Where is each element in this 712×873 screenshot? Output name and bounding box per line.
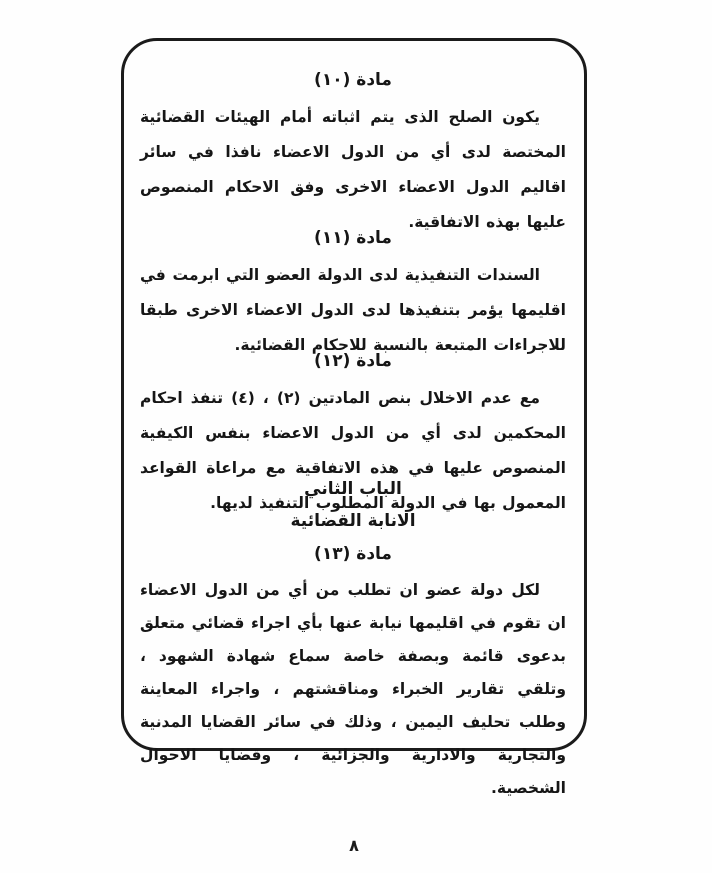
article-13 (140, 542, 566, 805)
article-10-body: يكون الصلح الذى يتم اثباته أمام الهيئات القضائية المختصة لدى أي من الدول الاعضاء نافذا في سائر اقاليم الدول الاعضاء الاخرى وفق الاحكام المنصوص عليها بهذه الاتفاقية. (140, 108, 566, 231)
article-13-heading: مادة (١٣) (314, 544, 392, 564)
page-border-frame (121, 38, 587, 797)
article-11-heading: مادة (١١) (314, 228, 392, 248)
page-number: ٨ (349, 836, 359, 855)
article-10-heading: مادة (١٠) (314, 70, 392, 90)
article-10 (140, 68, 566, 240)
article-13-body: لكل دولة عضو ان تطلب من أي من الدول الاعضاء ان تقوم في اقليمها نيابة عنها بأي اجراء قضائي متعلق بدعوى قائمة وبصفة خاصة سماع شهادة الشهود ، وتلقي تقارير الخبراء ومناقشتهم ، واجراء المعاينة وطلب تحليف اليمين ، وذلك في سائر القضايا المدنية والتجارية والادارية والجزائية ، وقضايا الاحوال الشخصية. (140, 581, 566, 797)
article-11 (140, 226, 566, 363)
article-12-body: مع عدم الاخلال بنص المادتين (٢) ، (٤) تنفذ احكام المحكمين لدى أي من الدول الاعضاء بنفس الكيفية المنصوص عليها في هذه الاتفاقية مع مراعاة القواعد المعمول بها في الدولة المطلوب التنفيذ لديها. (140, 389, 566, 512)
chapter-subtitle: الانابة القضائية (290, 511, 416, 531)
article-12-heading: مادة (١٢) (314, 351, 392, 371)
article-11-body: السندات التنفيذية لدى الدولة العضو التي ابرمت في اقليمها يؤمر بتنفيذها لدى الدول الاعضاء الاخرى طبقا للاجراءات المتبعة بالنسبة للاحكام القضائية. (140, 266, 566, 354)
chapter-title: الباب الثاني (304, 479, 402, 499)
